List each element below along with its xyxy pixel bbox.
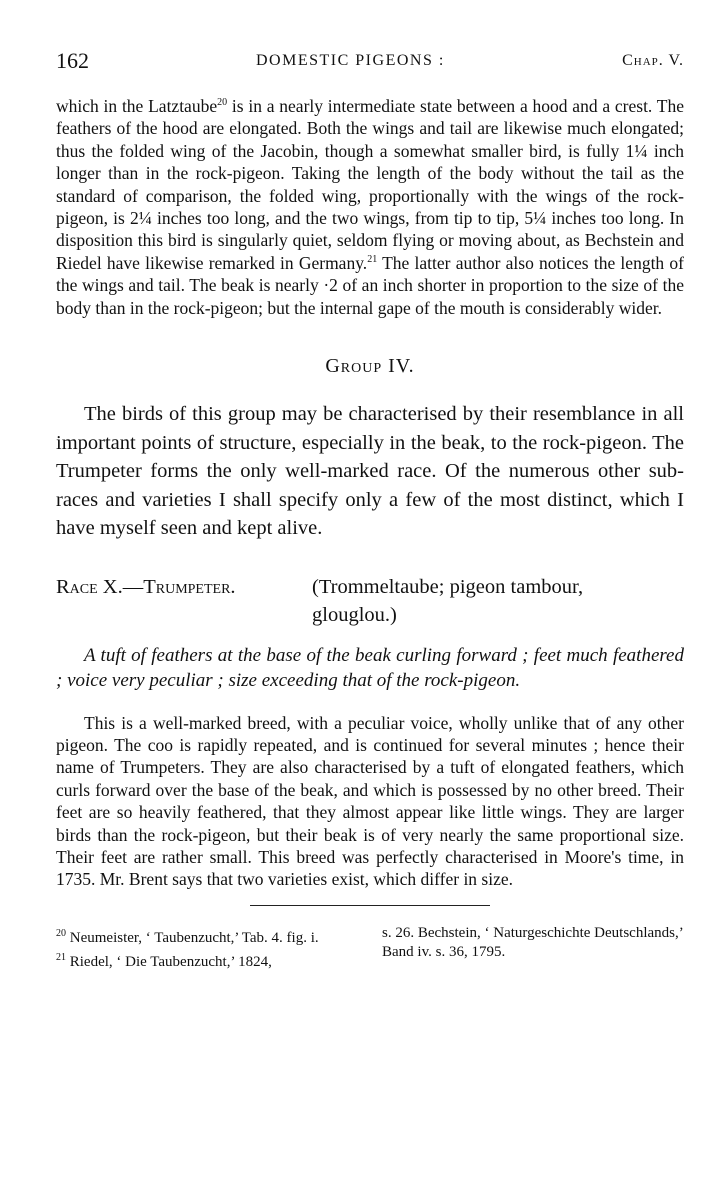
footnote-21 — [56, 948, 358, 972]
footnote-20 — [56, 924, 358, 948]
footnote-text: Neumeister, ‘ Taubenzucht,’ Tab. 4. fig. i. — [66, 929, 319, 946]
footnote-divider — [250, 905, 490, 906]
footnote-column-right — [382, 924, 684, 972]
paragraph-text: which in the Latztaube — [56, 96, 218, 116]
trumpeter-description: This is a well-marked breed, with a peculiar voice, wholly unlike that of any other pigeon. The coo is rapidly repeated, and is continued for several minutes ; hence their name of Trumpeters. They are also characterised by a tuft of elongated feathers, which curls forward over the base of the beak, and which is possessed by no other breed. Their feet are so heavily feathered, that they almost appear like little wings. They are larger birds than the rock-pigeon, but their beak is of very nearly the same proportional size. Their feet are rather small. This breed was perfectly characterised in Moore's time, in 1735. Mr. Brent says that two varieties exist, which differ in size. — [56, 712, 684, 890]
page-header — [56, 48, 684, 84]
book-page — [56, 48, 684, 972]
race-synonyms-line2: glouglou.) — [312, 603, 397, 626]
footnotes — [56, 924, 684, 972]
group-heading: Group IV. — [325, 355, 415, 378]
paragraph-continued — [56, 95, 684, 319]
paragraph-text: The latter author also notices the length of the wings and tail. The beak is nearly ·2 of an inch shorter in proportion to the size of the body than in the rock-pigeon; but the internal gape of the mouth is considerably wider. — [56, 252, 684, 318]
chapter-label: Chap. V. — [622, 52, 684, 69]
footnote-ref-20: 20 — [217, 97, 228, 109]
race-label: Race X.—Trumpeter. — [56, 575, 236, 598]
race-diagnosis: A tuft of feathers at the base of the beak curling forward ; feet much feathered ; voice very peculiar ; size exceeding that of the rock-pigeon. — [56, 644, 684, 692]
footnote-ref-21: 21 — [367, 254, 378, 266]
footnote-text: Riedel, ‘ Die Taubenzucht,’ 1824, — [66, 953, 272, 970]
group-intro-paragraph: The birds of this group may be characterised by their resemblance in all important points of structure, especially in the beak, to the rock-pigeon. The Trumpeter forms the only well-marked race. Of the numerous other sub-races and varieties I shall specify only a few of the most distinct, which I have myself seen and kept alive. — [56, 403, 684, 540]
paragraph-text: is in a nearly intermediate state between a hood and a crest. The feathers of the hood are elongated. Both the wings and tail are likewise much elongated; thus the folded wing of the Jacobin, though a somewhat smaller bird, is fully 1¼ inch longer than in the rock-pigeon. Taking the length of the body without the tail as the standard of comparison, the folded wing, proportionally with the wings of the rock-pigeon, is 2¼ inches too long, and the two wings, from tip to tip, 5¼ inches too long. In disposition this bird is singularly quiet, seldom flying or moving about, as Bechstein and Riedel have likewise remarked in Germany. — [56, 96, 684, 273]
running-title: DOMESTIC PIGEONS : — [256, 52, 445, 69]
race-heading — [56, 573, 684, 629]
race-synonyms — [312, 573, 684, 629]
race-synonyms-line1: (Trommeltaube; pigeon tambour, — [312, 575, 584, 598]
footnote-column-left — [56, 924, 358, 972]
footnote-21-continued: s. 26. Bechstein, ‘ Naturgeschichte Deutschlands,’ Band iv. s. 36, 1795. — [382, 924, 683, 960]
page-number: 162 — [56, 48, 89, 73]
footnote-number: 20 — [56, 927, 66, 939]
footnote-number: 21 — [56, 951, 66, 963]
